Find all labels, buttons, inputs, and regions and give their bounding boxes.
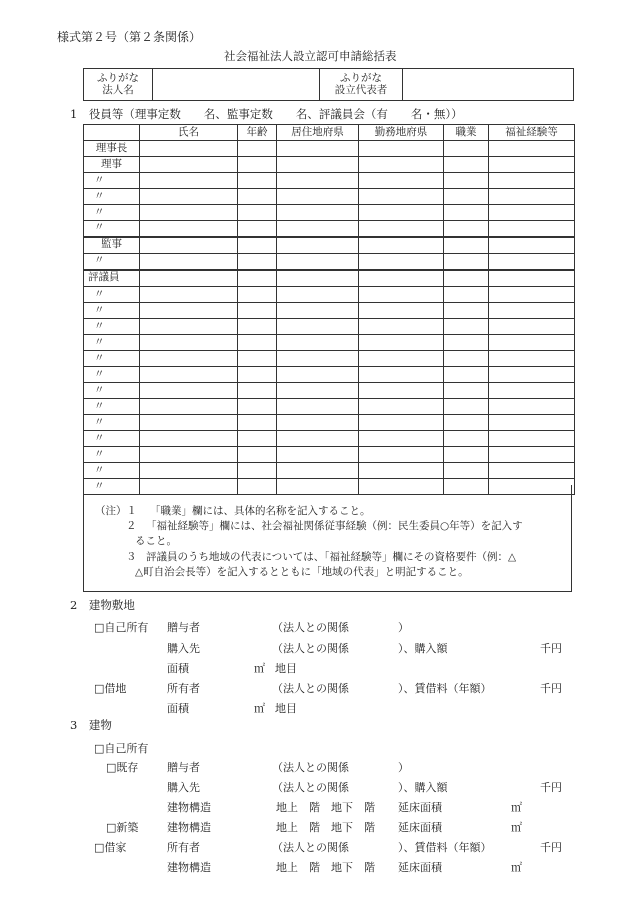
row-label-ditto: 〃 [84, 189, 140, 205]
site-seller-relation: （法人との関係 [272, 642, 349, 655]
bldg-new-floor-area-label: 延床面積 [398, 821, 442, 834]
site-donor-relation: （法人との関係 [272, 621, 349, 634]
table-row [84, 367, 575, 383]
bldg-rent-label: ）、賃借料（年額） [398, 841, 492, 854]
col-name: 氏名 [140, 125, 238, 141]
site-seller-label: 購入先 [167, 642, 200, 655]
bldg-donor-relation: （法人との関係 [272, 761, 349, 774]
site-owner-label: 所有者 [167, 682, 200, 695]
row-label-councilor: 評議員 [84, 270, 140, 287]
table-row [84, 173, 575, 189]
page-title: 社会福祉法人設立認可申請総括表 [224, 49, 397, 63]
rep-label-cell [320, 69, 403, 101]
bldg-donor-label: 贈与者 [167, 761, 200, 774]
site-rent-unit: 千円 [540, 682, 562, 695]
row-label-ditto: 〃 [84, 221, 140, 237]
row-label-ditto: 〃 [84, 173, 140, 189]
note-3b: △町自治会長等）を記入するとともに「地域の代表」と明記すること。 [135, 566, 469, 578]
note-1: 「職業」欄には、具体的名称を記入すること。 [150, 505, 371, 517]
table-row [84, 335, 575, 351]
site-area-label: 面積 [167, 662, 189, 675]
header-table [83, 68, 574, 101]
hojin-label-cell [84, 69, 153, 101]
note-2b: ること。 [135, 535, 177, 547]
col-experience: 福祉経験等 [489, 125, 575, 141]
row-label-auditor: 監事 [84, 237, 140, 254]
table-row [84, 287, 575, 303]
table-row [84, 463, 575, 479]
hojin-name-field[interactable] [153, 69, 320, 101]
row-label-ditto: 〃 [84, 319, 140, 335]
row-label-director: 理事 [84, 157, 140, 173]
bldg-rent-floor-area-label: 延床面積 [398, 861, 442, 874]
table-row [84, 303, 575, 319]
table-header-row [84, 125, 575, 141]
bldg-rent-floors-label: 地上 階 地下 階 [276, 861, 375, 874]
note-3a: 評議員のうち地域の代表については、「福祉経験等」欄にその資格要件（例：△ [146, 551, 517, 563]
site-lease-area-unit: ㎡ [254, 702, 265, 715]
site-own-checkbox[interactable]: □自己所有 [94, 621, 149, 634]
bldg-new-floor-area-unit: ㎡ [511, 821, 522, 834]
bldg-existing-checkbox[interactable]: □既存 [106, 761, 139, 774]
col-workplace: 勤務地府県 [359, 125, 444, 141]
table-row [84, 237, 575, 254]
table-row [84, 415, 575, 431]
section1-heading: 1 役員等（理事定数 名、監事定数 名、評議員会（有 名・無）） [70, 107, 463, 121]
note-2-num: ２ [126, 520, 137, 532]
site-lease-chimoku-label: 地目 [275, 702, 297, 715]
furigana-label-2: ふりがな [340, 71, 382, 84]
site-donor-close: ） [398, 621, 409, 634]
table-row [84, 383, 575, 399]
rep-name-field[interactable] [403, 69, 574, 101]
site-purchase-unit: 千円 [540, 642, 562, 655]
table-row [84, 399, 575, 415]
officers-table [83, 124, 575, 495]
bldg-new-structure-label: 建物構造 [167, 821, 211, 834]
site-area-unit: ㎡ [254, 662, 265, 675]
bldg-rent-floor-area-unit: ㎡ [511, 861, 522, 874]
rep-label: 設立代表者 [334, 83, 388, 96]
bldg-floors-label: 地上 階 地下 階 [276, 801, 375, 814]
site-chimoku-label: 地目 [275, 662, 297, 675]
row-label-ditto: 〃 [84, 254, 140, 270]
table-row [84, 270, 575, 287]
table-row [84, 157, 575, 173]
site-rent-label: ）、賃借料（年額） [398, 682, 492, 695]
bldg-owner-label: 所有者 [167, 841, 200, 854]
bldg-purchase-unit: 千円 [540, 781, 562, 794]
table-row [84, 221, 575, 237]
row-label-ditto: 〃 [84, 367, 140, 383]
form-label: 様式第２号（第２条関係） [57, 30, 202, 44]
section2-heading: 2 建物敷地 [70, 598, 135, 612]
bldg-owner-relation: （法人との関係 [272, 841, 349, 854]
bldg-rent-checkbox[interactable]: □借家 [94, 841, 127, 854]
col-residence: 居住地府県 [277, 125, 359, 141]
bldg-rent-unit: 千円 [540, 841, 562, 854]
table-row [84, 254, 575, 270]
site-lease-checkbox[interactable]: □借地 [94, 682, 127, 695]
bldg-new-checkbox[interactable]: □新築 [106, 821, 139, 834]
site-owner-relation: （法人との関係 [272, 682, 349, 695]
row-label-ditto: 〃 [84, 447, 140, 463]
note-prefix: （注）１ [95, 505, 137, 517]
col-age: 年齢 [238, 125, 277, 141]
table-row [84, 351, 575, 367]
furigana-label: ふりがな [97, 71, 139, 84]
site-lease-area-label: 面積 [167, 702, 189, 715]
row-label-ditto: 〃 [84, 431, 140, 447]
row-label-ditto: 〃 [84, 335, 140, 351]
bldg-rent-structure-label: 建物構造 [167, 861, 211, 874]
hojin-name-label: 法人名 [102, 83, 134, 96]
row-label-ditto: 〃 [84, 351, 140, 367]
note-3-num: ３ [126, 551, 137, 563]
site-donor-label: 贈与者 [167, 621, 200, 634]
section3-heading: 3 建物 [70, 718, 112, 732]
bldg-floor-area-label: 延床面積 [398, 801, 442, 814]
table-row [84, 189, 575, 205]
row-label-ditto: 〃 [84, 463, 140, 479]
row-label-ditto: 〃 [84, 415, 140, 431]
table-row [84, 319, 575, 335]
table-row [84, 431, 575, 447]
row-label-chair: 理事長 [84, 141, 140, 157]
bldg-seller-label: 購入先 [167, 781, 200, 794]
table-row [84, 447, 575, 463]
bldg-donor-close: ） [398, 761, 409, 774]
row-label-ditto: 〃 [84, 205, 140, 221]
table-row [84, 205, 575, 221]
note-2a: 「福祉経験等」欄には、社会福祉関係従事経験（例：民生委員○年等）を記入す [146, 520, 523, 532]
site-purchase-amount-label: ）、購入額 [398, 642, 448, 655]
bldg-seller-relation: （法人との関係 [272, 781, 349, 794]
bldg-new-floors-label: 地上 階 地下 階 [276, 821, 375, 834]
row-label-ditto: 〃 [84, 303, 140, 319]
row-label-ditto: 〃 [84, 399, 140, 415]
bldg-structure-label: 建物構造 [167, 801, 211, 814]
bldg-floor-area-unit: ㎡ [511, 801, 522, 814]
row-label-ditto: 〃 [84, 287, 140, 303]
row-label-ditto: 〃 [84, 383, 140, 399]
table-row [84, 141, 575, 157]
row-label-ditto: 〃 [84, 479, 140, 495]
bldg-purchase-amount-label: ）、購入額 [398, 781, 448, 794]
bldg-own-checkbox[interactable]: □自己所有 [94, 742, 149, 755]
col-occupation: 職業 [444, 125, 489, 141]
